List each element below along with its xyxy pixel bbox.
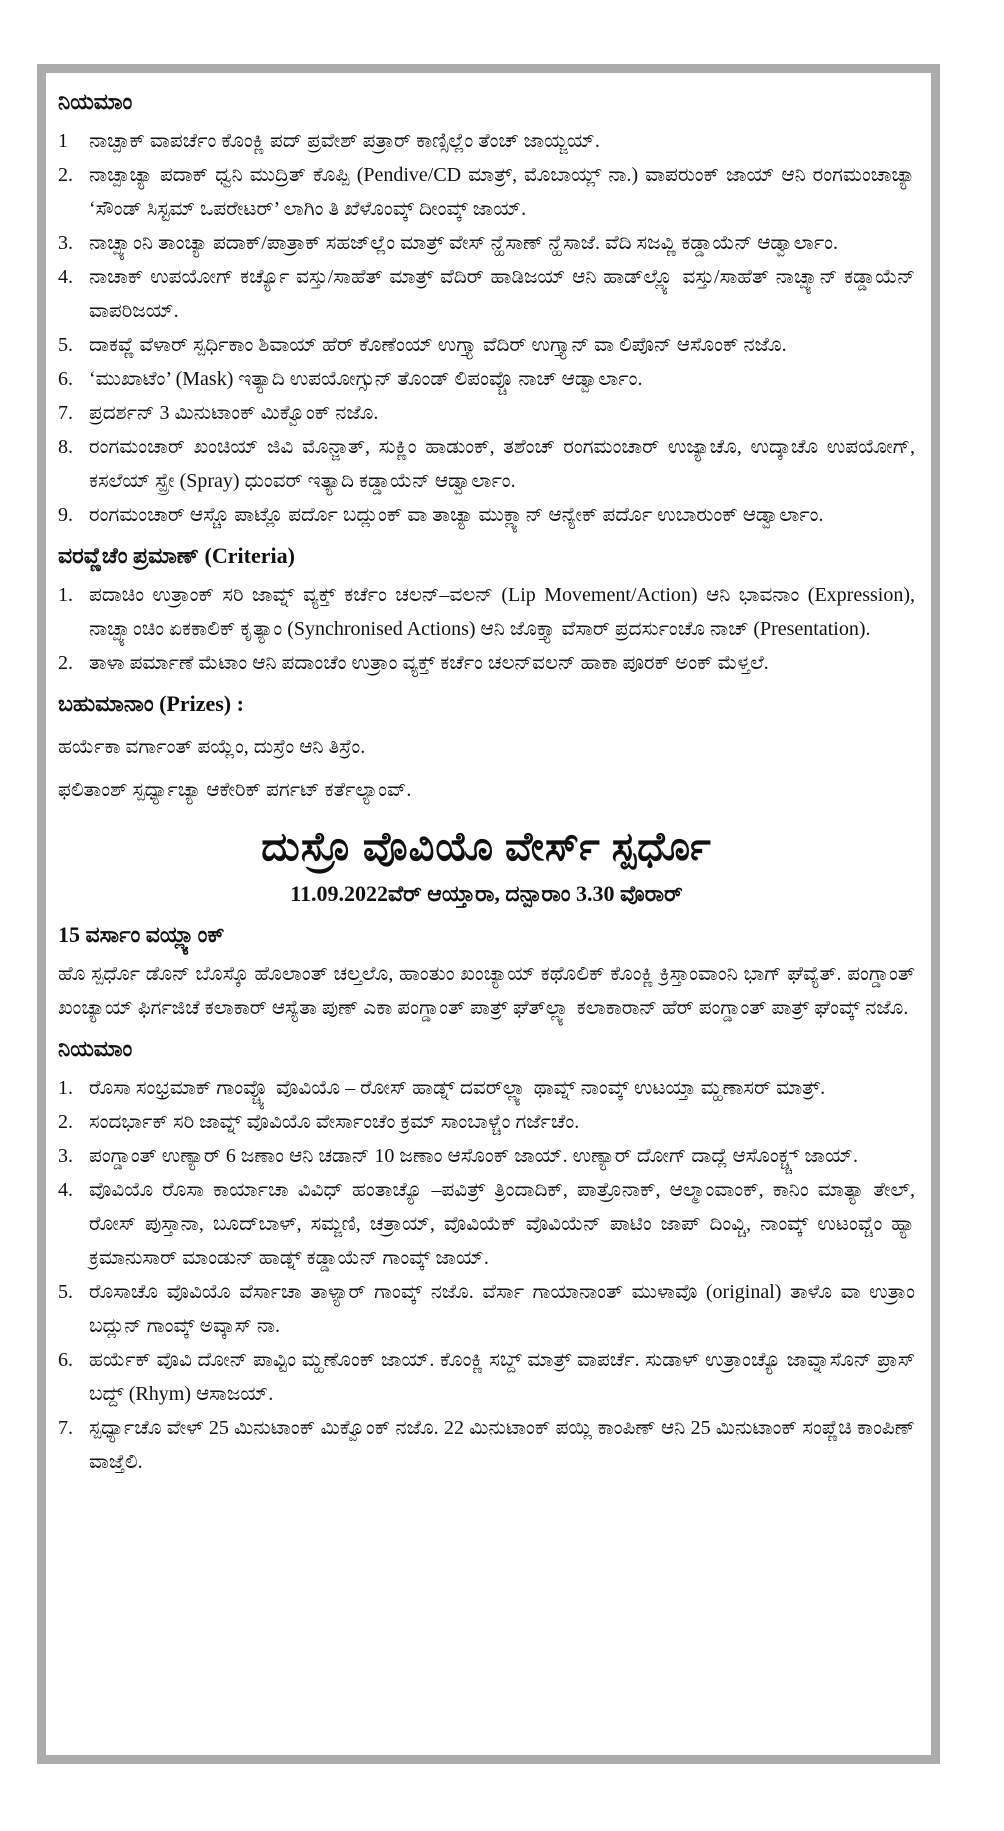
list-item-text: ಸಂದರ್ಭಾಕ್ ಸರಿ ಜಾವ್ನ್ ವೊವಿಯೊ ವೇರ್ಸಾಂಚೆಂ ಕ್ರಮ್ ಸಾಂಬಾಳ್ಚೆಂ ಗರ್ಜೆಚೆಂ.	[89, 1111, 580, 1133]
prizes-line: ಫಲಿತಾಂಶ್ ಸ್ಪರ್ಧ್ಯಾಚ್ಯಾ ಆಕೇರಿಕ್ ಪರ್ಗಟ್ ಕರ್ತೆಲ್ಯಾಂವ್.	[58, 779, 412, 801]
section-heading-criteria: ವರವ್ಣೆಚೆಂ ಪ್ರಮಾಣ್ (Criteria)	[58, 543, 295, 568]
list-item	[58, 578, 915, 646]
age-group-heading: 15 ವರ್ಸಾಂ ವಯ್ಲ್ಯಾಂಕ್	[58, 922, 225, 947]
list-item-text: ಸ್ಪರ್ಧ್ಯಾಚೊ ವೇಳ್ 25 ಮಿನುಟಾಂಕ್ ಮಿಕ್ವೊಂಕ್ ನಜೊ. 22 ಮಿನುಟಾಂಕ್ ಪಯ್ಲಿ ಕಾಂಪಿಣ್ ಆನಿ 25 ಮಿನುಟಾಂಕ್ ಸಂಪ್ಣೆಚಿ ಕಾಂಪಿಣ್ ವಾಜ್ತೆಲಿ.	[89, 1417, 915, 1473]
list-item-number: 1	[58, 130, 68, 152]
section-heading-rules-2: ನಿಯಮಾಂ	[58, 1036, 133, 1061]
list-item-text: ನಾಚ್ಪ್ಯಾಂನಿ ತಾಂಚ್ಯಾ ಪದಾಕ್/ಪಾತ್ರಾಕ್ ಸಹಜ್‌ಲ್ಲೆಂ ಮಾತ್ರ್ ವೇಸ್ ನ್ಹೆಸಾಣ್ ನ್ಹೆಸಾಜೆ. ವೆದಿ ಸಜವ್ಣಿ ಕಡ್ಡಾಯೆನ್ ಆಡ್ವಾರ್ಲಾಂ.	[89, 232, 839, 254]
list-item-number: 1.	[58, 1077, 73, 1099]
list-item	[58, 124, 915, 158]
list-item-text: ರೊಸಾಚೊ ವೊವಿಯೊ ವೆರ್ಸಾಚಾ ತಾಳ್ಯಾರ್ ಗಾಂವ್ಕ್ ನಜೊ. ವೆರ್ಸಾ ಗಾಯಾನಾಂತ್ ಮುಳಾವೊ (original) ತಾಳೊ ವಾ ಉತ್ರಾಂ ಬದ್ಲುನ್ ಗಾಂವ್ಕ್ ಅವ್ಕಾಸ್ ನಾ.	[89, 1281, 915, 1337]
list-item	[58, 1275, 915, 1343]
list-item-number: 2.	[58, 652, 73, 674]
list-item-text: ನಾಚಾಕ್ ಉಪಯೋಗ್ ಕರ್ಚ್ಯೊ ವಸ್ತು/ಸಾಹೆತ್ ಮಾತ್ರ್ ವೆದಿರ್ ಹಾಡಿಜಯ್ ಆನಿ ಹಾಡ್‌ಲ್ಲ್ಯೊ ವಸ್ತು/ಸಾಹೆತ್ ನಾಚ್ಪ್ಯಾನ್ ಕಡ್ಡಾಯೆನ್ ವಾಪರಿಜಯ್.	[89, 266, 915, 322]
list-item	[58, 1105, 915, 1139]
list-item	[58, 158, 915, 226]
criteria-list	[58, 578, 915, 680]
prizes-line: ಹರ್ಯೆಕಾ ವರ್ಗಾಂತ್ ಪಯ್ಲೆಂ, ದುಸ್ರೆಂ ಆನಿ ತಿಸ್ರೆಂ.	[58, 736, 366, 758]
rules-list-2	[58, 1071, 915, 1479]
list-item-text: ಪಂಗ್ಡಾಂತ್ ಉಣ್ಯಾರ್ 6 ಜಣಾಂ ಆನಿ ಚಡಾನ್ 10 ಜಣಾಂ ಆಸೊಂಕ್ ಜಾಯ್. ಉಣ್ಯಾರ್ ದೋಗ್ ದಾದ್ಲೆ ಆಸೊಂಕ್ಚ್ಚ್ ಜಾಯ್.	[89, 1145, 858, 1167]
list-item	[58, 1071, 915, 1105]
list-item-number: 5.	[58, 1281, 73, 1303]
list-item	[58, 1411, 915, 1479]
list-item-text: ರೊಸಾ ಸಂಭ್ರಮಾಕ್ ಗಾಂವ್ಚ್ಯೊ ವೊವಿಯೊ – ರೋಸ್ ಹಾಡ್ನ್ ದವರ್‌ಲ್ಲ್ಯಾ ಥಾವ್ನ್ ನಾಂವ್ಕ್ ಉಟಯ್ತಾ ಮ್ಹಣಾಸರ್ ಮಾತ್ರ್.	[89, 1077, 826, 1099]
list-item-number: 7.	[58, 1417, 73, 1439]
list-item-number: 2.	[58, 1111, 73, 1133]
list-item	[58, 1343, 915, 1411]
list-item-text: ಪ್ರದರ್ಶನ್ 3 ಮಿನುಟಾಂಕ್ ಮಿಕ್ವೊಂಕ್ ನಜೊ.	[89, 402, 379, 424]
list-item	[58, 646, 915, 680]
list-item	[58, 396, 915, 430]
list-item-text: ನಾಚ್ಪಾಚ್ಯಾ ಪದಾಕ್ ಧ್ವನಿ ಮುದ್ರಿತ್ ಕೊಪ್ಪಿ (Pendive/CD ಮಾತ್ರ್, ಮೊಬಾಯ್ಲ್ ನಾ.) ವಾಪರುಂಕ್ ಜಾಯ್ ಆನಿ ರಂಗಮಂಚಾಚ್ಯಾ ‘ಸೌಂಡ್ ಸಿಸ್ಟಮ್ ಒಪರೇಟರ್’ ಲಾಗಿಂ ತಿ ಖೆಳೊಂವ್ಕ್ ದೀಂವ್ಕ್ ಜಾಯ್.	[89, 164, 915, 220]
list-item-number: 4.	[58, 1179, 73, 1201]
list-item	[58, 226, 915, 260]
event-datetime: 11.09.2022ವೆರ್ ಆಯ್ತಾರಾ, ದನ್ಪಾರಾಂ 3.30 ವೊರಾರ್	[290, 881, 683, 906]
list-item-number: 6.	[58, 368, 73, 390]
list-item-number: 4.	[58, 266, 73, 288]
list-item-text: ರಂಗಮಂಚಾರ್ ಖಂಚಿಯ್ ಜಿವಿ ಮೊನ್ಜಾತ್, ಸುಕ್ಣಿಂ ಹಾಡುಂಕ್, ತಶೆಂಚ್ ರಂಗಮಂಚಾರ್ ಉಜ್ಯಾಚೊ, ಉದ್ಕಾಚೊ ಉಪಯೋಗ್, ಕಸಲೆಯ್ ಸ್ಪ್ರೇ (Spray) ಧುಂವರ್ ಇತ್ಯಾದಿ ಕಡ್ಡಾಯೆನ್ ಆಡ್ವಾರ್ಲಾಂ.	[89, 436, 915, 492]
list-item	[58, 430, 915, 498]
list-item-text: ನಾಚ್ಪಾಕ್ ವಾಪರ್ಚೆಂ ಕೊಂಕ್ಣಿ ಪದ್ ಪ್ರವೇಶ್ ಪತ್ರಾರ್ ಕಾಣ್ಸಿಲ್ಲೆಂ ತೆಂಚ್ ಜಾಯ್ಜಯ್.	[89, 130, 600, 152]
list-item-number: 1.	[58, 584, 73, 606]
list-item-number: 7.	[58, 402, 73, 424]
list-item-text: ‘ಮುಖಾಟೆಂ’ (Mask) ಇತ್ಯಾದಿ ಉಪಯೋಗ್ಸುನ್ ತೊಂಡ್ ಲಿಪಂವ್ಚೊ ನಾಚ್ ಆಡ್ವಾರ್ಲಾಂ.	[89, 368, 643, 390]
list-item-number: 5.	[58, 334, 73, 356]
list-item-number: 8.	[58, 436, 73, 458]
list-item-text: ತಾಳಾ ಪರ್ಮಾಣೆ ಮೆಟಾಂ ಆನಿ ಪದಾಂಚೆಂ ಉತ್ರಾಂ ವ್ಯಕ್ತ್ ಕರ್ಚೆಂ ಚಲನ್‌ವಲನ್ ಹಾಕಾ ಪೂರಕ್ ಅಂಕ್ ಮೆಳ್ತಲೆ.	[89, 652, 769, 674]
list-item	[58, 260, 915, 328]
list-item	[58, 1139, 915, 1173]
list-item	[58, 498, 915, 532]
list-item-text: ಪದಾಚಿಂ ಉತ್ರಾಂಕ್ ಸರಿ ಜಾವ್ನ್ ವ್ಯಕ್ತ್ ಕರ್ಚೆಂ ಚಲನ್–ವಲನ್ (Lip Movement/Action) ಆನಿ ಭಾವನಾಂ (Expression), ನಾಚ್ಪ್ಯಾಂಚಿಂ ಏಕಕಾಲಿಕ್ ಕೃತ್ಯಾಂ (Synchronised Actions) ಆನಿ ಜೊಕ್ತ್ಯಾ ವೆಸಾರ್ ಪ್ರದರ್ಸುಂಚೊ ನಾಚ್ (Presentation).	[89, 584, 915, 640]
list-item-text: ವೊವಿಯೊ ರೊಸಾ ಕಾರ್ಯಾಚಾ ವಿವಿಧ್ ಹಂತಾಚ್ಯೊ –ಪವಿತ್ರ್ ತ್ರಿಂದಾದಿಕ್, ಪಾತ್ರೊನಾಕ್, ಆಲ್ಮಾಂವಾಂಕ್, ಕಾನಿಂ ಮಾತ್ಯಾ ತೇಲ್, ರೋಸ್ ಪುಸ್ತಾನಾ, ಬೂದ್‌ಬಾಳ್, ಸಮ್ಜಣಿ, ಚತ್ರಾಯ್, ವೊವಿಯೆಕ್ ವೊವಿಯೆನ್ ಪಾಟಿಂ ಜಾಪ್ ದಿಂವ್ಚಿ, ನಾಂವ್ಕ್ ಉಟಂವ್ಚೆಂ ಹ್ಯಾ ಕ್ರಮಾನುಸಾರ್ ಮಾಂಡುನ್ ಹಾಡ್ನ್ ಕಡ್ಡಾಯೆನ್ ಗಾಂವ್ಕ್ ಜಾಯ್.	[89, 1179, 915, 1269]
document-border-frame	[37, 64, 940, 1764]
rules-list-1	[58, 124, 915, 532]
event-title: ದುಸ್ರೊ ವೊವಿಯೊ ವೇರ್ಸ್ ಸ್ಪರ್ಧೊ	[261, 824, 712, 869]
list-item-text: ದಾಕವ್ಣೆ ವೆಳಾರ್ ಸ್ಪರ್ಧಿಕಾಂ ಶಿವಾಯ್ ಹೆರ್ ಕೊಣೆಂಯ್ ಉಗ್ತ್ಯಾ ವೆದಿರ್ ಉಗ್ತ್ಯಾನ್ ವಾ ಲಿಪೊನ್ ಆಸೊಂಕ್ ನಜೊ.	[89, 334, 787, 356]
section-heading-prizes: ಬಹುಮಾನಾಂ (Prizes) :	[58, 691, 244, 716]
list-item-number: 2.	[58, 164, 73, 186]
list-item-text: ರಂಗಮಂಚಾರ್ ಆಸ್ಚೊ ಪಾಟ್ಲೊ ಪರ್ದೊ ಬದ್ಲುಂಕ್ ವಾ ತಾಚ್ಯಾ ಮುಕ್ಲ್ಯಾನ್ ಆನ್ಯೇಕ್ ಪರ್ದೊ ಉಬಾರುಂಕ್ ಆಡ್ವಾರ್ಲಾಂ.	[89, 504, 824, 526]
list-item	[58, 362, 915, 396]
section-heading-rules-1: ನಿಯಮಾಂ	[58, 89, 133, 114]
list-item-number: 3.	[58, 232, 73, 254]
list-item	[58, 328, 915, 362]
list-item-number: 3.	[58, 1145, 73, 1167]
list-item-text: ಹರ್ಯೆಕ್ ವೊವಿ ದೋನ್ ಪಾವ್ಟಿಂ ಮ್ಹಣೊಂಕ್ ಜಾಯ್. ಕೊಂಕ್ಣಿ ಸಬ್ದ್ ಮಾತ್ರ್ ವಾಪರ್ಚೆ. ಸುಡಾಳ್ ಉತ್ರಾಂಚ್ಯೊ ಜಾವ್ನಾಸೊನ್ ಪ್ರಾಸ್ ಬದ್ದ್ (Rhym) ಆಸಾಜಯ್.	[89, 1349, 915, 1405]
list-item-number: 6.	[58, 1349, 73, 1371]
event-intro: ಹೊ ಸ್ಪರ್ಧೊ ಡೊನ್ ಬೊಸ್ಕೊ ಹೊಲಾಂತ್ ಚಲ್ತಲೊ, ಹಾಂತುಂ ಖಂಚ್ಯಾಯ್ ಕಥೊಲಿಕ್ ಕೊಂಕ್ಣಿ ಕ್ರಿಸ್ತಾಂವಾಂನಿ ಭಾಗ್ ಘೆವ್ಯೆತ್. ಪಂಗ್ಡಾಂತ್ ಖಂಚ್ಯಾಯ್ ಫಿರ್ಗಜಿಚೆ ಕಲಾಕಾರ್ ಆಸ್ಯೆತಾ ಪುಣ್ ಎಕಾ ಪಂಗ್ಡಾಂತ್ ಪಾತ್ರ್ ಘೆತ್‌ಲ್ಲ್ಯಾ ಕಲಾಕಾರಾನ್ ಹೆರ್ ಪಂಗ್ಡಾಂತ್ ಪಾತ್ರ್ ಘೆಂವ್ಕ್ ನಜೊ.	[58, 963, 915, 1019]
list-item	[58, 1173, 915, 1275]
list-item-number: 9.	[58, 504, 73, 526]
